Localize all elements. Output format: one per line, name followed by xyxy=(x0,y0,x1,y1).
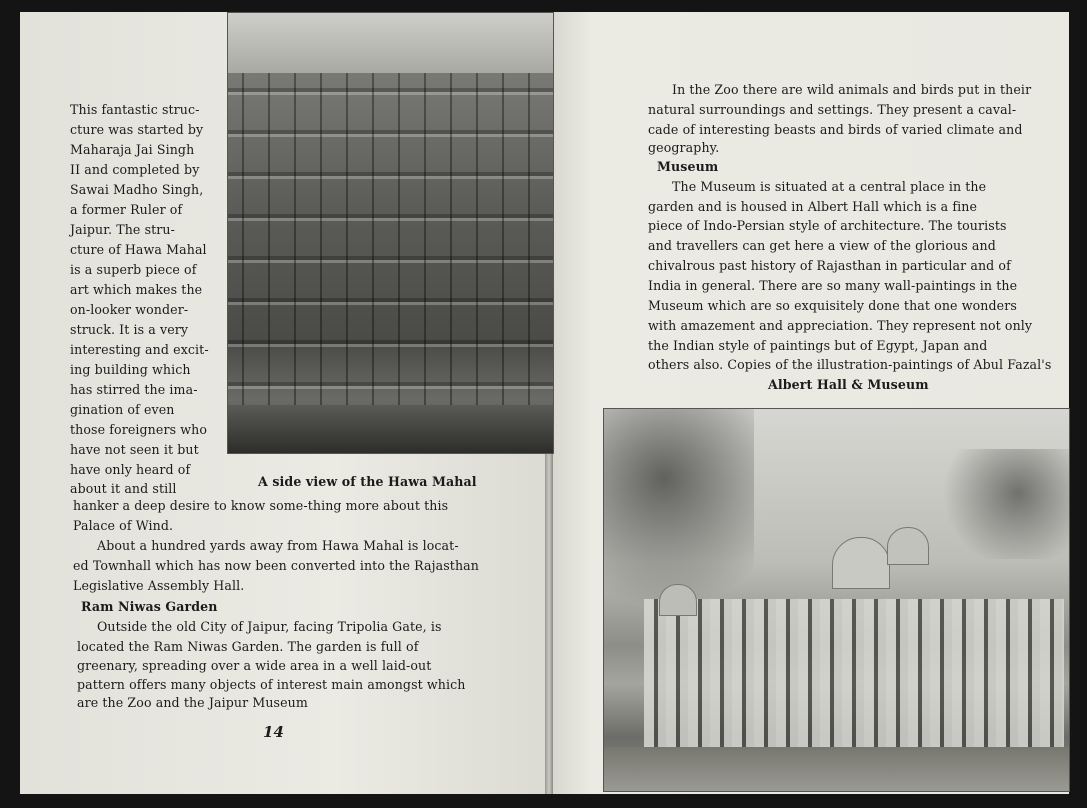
body-line: pattern offers many objects of interest main amongst which xyxy=(77,677,466,692)
column-line: has stirred the ima- xyxy=(70,382,198,397)
column-line: is a superb piece of xyxy=(70,262,197,277)
body-line: Palace of Wind. xyxy=(73,518,174,533)
body-line: located the Ram Niwas Garden. The garden is full of xyxy=(77,639,419,654)
column-line: struck. It is a very xyxy=(70,322,189,337)
column-line: have only heard of xyxy=(70,462,191,477)
photo-dome xyxy=(887,527,929,565)
museum-line: with amazement and appreciation. They represent not only xyxy=(648,318,1033,333)
photo-street xyxy=(228,405,553,453)
column-line: have not seen it but xyxy=(70,442,199,457)
column-line: cture was started by xyxy=(70,122,204,137)
column-line: a former Ruler of xyxy=(70,202,183,217)
column-line: about it and still xyxy=(70,481,177,496)
body-line: hanker a deep desire to know some-thing more about this xyxy=(73,498,449,513)
column-line: those foreigners who xyxy=(70,422,208,437)
column-line: art which makes the xyxy=(70,282,203,297)
museum-line: piece of Indo-Persian style of architecture. The tourists xyxy=(648,218,1007,233)
column-line: on-looker wonder- xyxy=(70,302,189,317)
photo-tree xyxy=(934,449,1070,559)
body-line: are the Zoo and the Jaipur Museum xyxy=(77,695,308,710)
hawa-mahal-caption: A side view of the Hawa Mahal xyxy=(258,474,477,489)
page-number: 14 xyxy=(263,723,285,741)
albert-hall-photo xyxy=(603,408,1070,792)
zoo-line: geography. xyxy=(648,140,720,155)
column-line: Jaipur. The stru- xyxy=(70,222,175,237)
zoo-line: natural surroundings and settings. They present a caval- xyxy=(648,102,1017,117)
column-line: cture of Hawa Mahal xyxy=(70,242,207,257)
zoo-line: In the Zoo there are wild animals and birds put in their xyxy=(672,82,1032,97)
body-line: Outside the old City of Jaipur, facing Tripolia Gate, is xyxy=(97,619,442,634)
column-line: II and completed by xyxy=(70,162,200,177)
photo-dome xyxy=(659,584,697,616)
photo-dome xyxy=(832,537,890,589)
column-line: interesting and excit- xyxy=(70,342,209,357)
body-line: Legislative Assembly Hall. xyxy=(73,578,245,593)
museum-line: Museum which are so exquisitely done that one wonders xyxy=(648,298,1017,313)
ram-niwas-heading: Ram Niwas Garden xyxy=(81,599,218,614)
body-line: ed Townhall which has now been converted into the Rajasthan xyxy=(73,558,479,573)
museum-line: India in general. There are so many wall-paintings in the xyxy=(648,278,1018,293)
column-line: Sawai Madho Singh, xyxy=(70,182,204,197)
body-line: greenary, spreading over a wide area in a well laid-out xyxy=(77,658,432,673)
photo-building xyxy=(644,599,1064,749)
zoo-line: cade of interesting beasts and birds of varied climate and xyxy=(648,122,1023,137)
museum-heading: Museum xyxy=(657,159,719,174)
museum-line: and travellers can get here a view of the glorious and xyxy=(648,238,996,253)
column-line: ing building which xyxy=(70,362,191,377)
hawa-mahal-photo xyxy=(227,12,554,454)
column-line: Maharaja Jai Singh xyxy=(70,142,195,157)
body-line: About a hundred yards away from Hawa Mahal is locat- xyxy=(97,538,459,553)
column-line: gination of even xyxy=(70,402,175,417)
museum-line: others also. Copies of the illustration-paintings of Abul Fazal's xyxy=(648,357,1052,372)
museum-line: chivalrous past history of Rajasthan in particular and of xyxy=(648,258,1011,273)
albert-hall-caption: Albert Hall & Museum xyxy=(768,377,929,392)
photo-ground xyxy=(604,747,1069,791)
museum-line: The Museum is situated at a central place in the xyxy=(672,179,987,194)
photo-sky xyxy=(228,13,553,73)
column-line: This fantastic struc- xyxy=(70,102,200,117)
museum-line: garden and is housed in Albert Hall which is a fine xyxy=(648,199,978,214)
museum-line: the Indian style of paintings but of Egypt, Japan and xyxy=(648,338,988,353)
